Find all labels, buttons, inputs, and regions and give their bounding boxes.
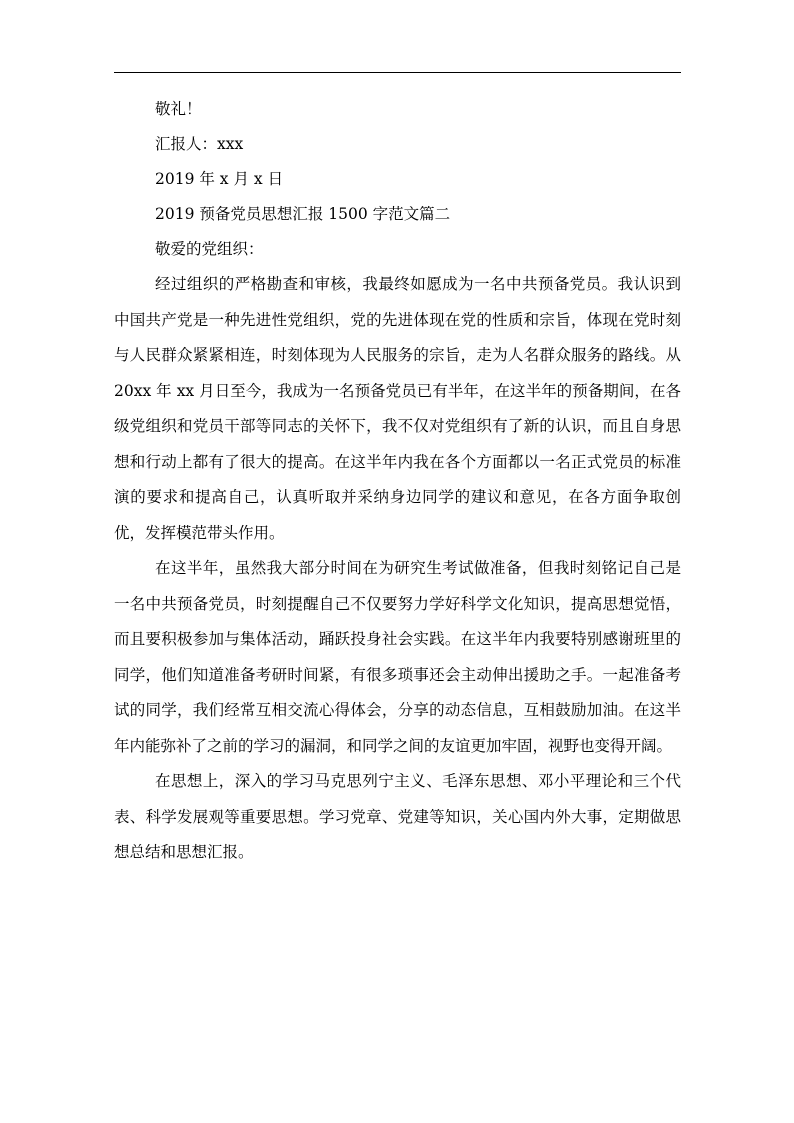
reporter-line: 汇报人：xxx [155, 135, 244, 153]
paragraph-3: 在思想上，深入的学习马克思列宁主义、毛泽东思想、邓小平理论和三个代表、科学发展观等重要思想。学习党章、党建等知识，关心国内外大事，定期做思想总结和思想汇报。 [114, 772, 681, 861]
date-line: 2019 年 x 月 x 日 [155, 170, 284, 188]
greeting-line: 敬爱的党组织： [155, 240, 264, 258]
article-title: 2019 预备党员思想汇报 1500 字范文篇二 [155, 205, 451, 223]
header-rule [114, 72, 681, 73]
paragraph-1: 经过组织的严格勘查和审核，我最终如愿成为一名中共预备党员。我认识到中国共产党是一种先进性党组织，党的先进体现在党的性质和宗旨，体现在党时刻与人民群众紧紧相连，时刻体现为人民服务的宗旨，走为人名群众服务的路线。从 20xx 年 xx 月日至今，我成为一名预备党员已有半年，在这半年的预备期间，在各级党组织和党员干部等同志的关怀下，我不仅对党组织有了新的认识，而且自身思想和行动上都有了很大的提高。在这半年内我在各个方面都以一名正式党员的标准演的要求和提高自己，认真听取并采纳身边同学的建议和意见，在各方面争取创优，发挥模范带头作用。 [114, 275, 681, 542]
document-body [114, 92, 681, 871]
paragraph-2: 在这半年，虽然我大部分时间在为研究生考试做准备，但我时刻铭记自己是一名中共预备党员，时刻提醒自己不仅要努力学好科学文化知识，提高思想觉悟，而且要积极参加与集体活动，踊跃投身社会实践。在这半年内我要特别感谢班里的同学，他们知道准备考研时间紧，有很多琐事还会主动伸出援助之手。一起准备考试的同学，我们经常互相交流心得体会，分享的动态信息，互相鼓励加油。在这半年内能弥补了之前的学习的漏洞，和同学之间的友谊更加牢固，视野也变得开阔。 [114, 559, 681, 755]
closing-salutation: 敬礼！ [155, 100, 202, 118]
